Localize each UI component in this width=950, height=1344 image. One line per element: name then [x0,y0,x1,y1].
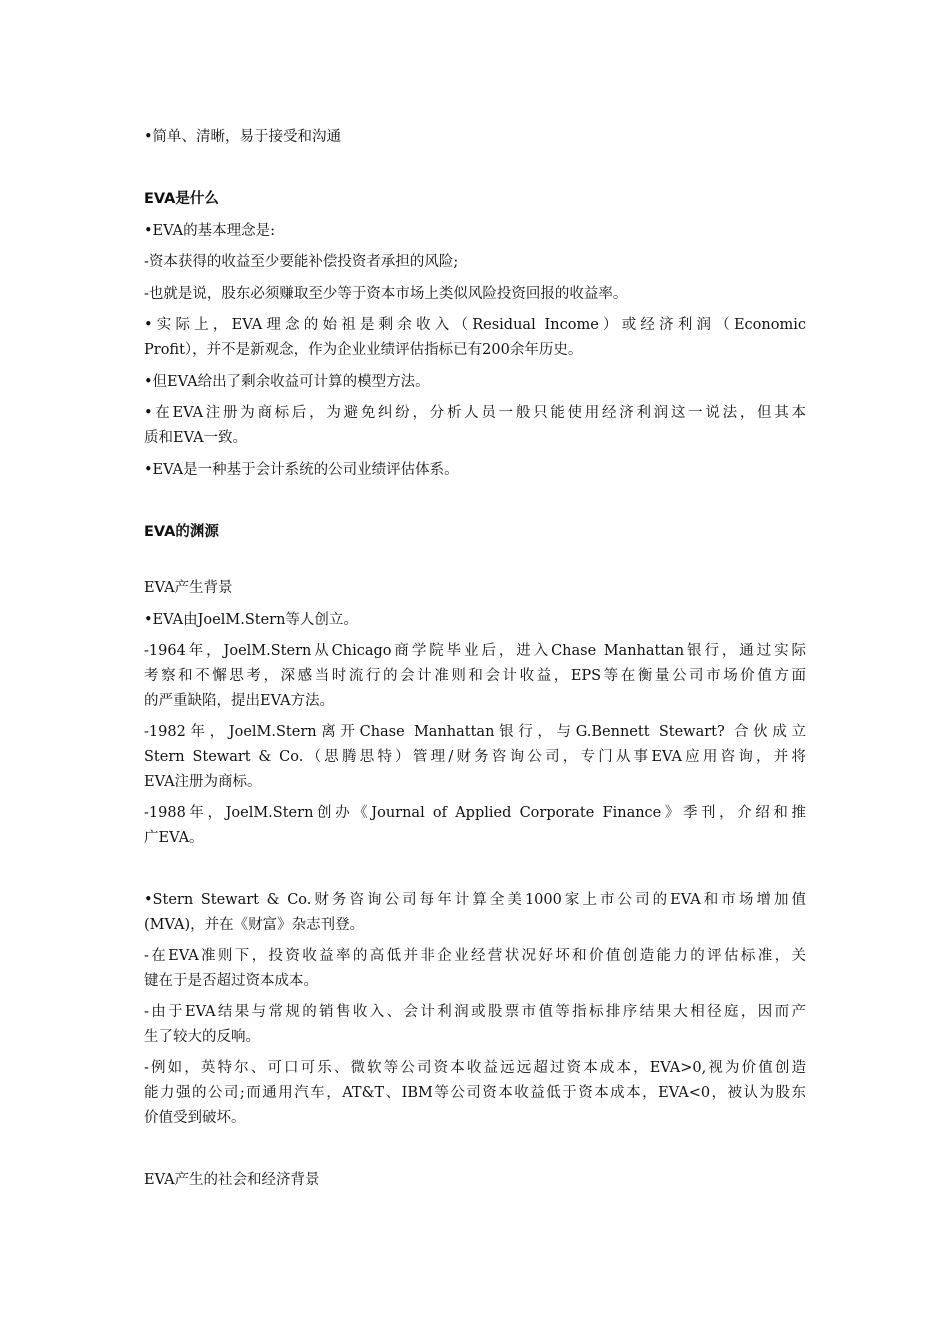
dash-1964-line3: 的严重缺陷，提出EVA方法。 [144,693,335,709]
dash-example-line2: 能力强的公司;而通用汽车，AT&T、IBM等公司资本收益低于资本成本，EVA<0，被认为股东 [144,1085,806,1101]
dash-example-line1: -例如，英特尔、可口可乐、微软等公司资本收益远远超过资本成本，EVA>0,视为价值创造 [144,1060,806,1076]
bullet-simple: •简单、清晰，易于接受和沟通 [144,129,342,145]
dash-return: -也就是说，股东必须赚取至少等于资本市场上类似风险投资回报的收益率。 [144,286,628,302]
subheading-social-economic: EVA产生的社会和经济背景 [144,1172,320,1188]
bullet-concept: •EVA的基本理念是: [144,223,275,239]
bullet-model: •但EVA给出了剩余收益可计算的模型方法。 [144,374,430,390]
bullet-origin-line1: •实际上，EVA理念的始祖是剩余收入（Residual Income）或经济利润（Economic [144,317,806,333]
bullet-system: •EVA是一种基于会计系统的公司业绩评估体系。 [144,462,459,478]
bullet-stern-line1: •Stern Stewart & Co.财务咨询公司每年计算全美1000家上市公司的EVA和市场增加值 [144,892,806,908]
dash-risk: -资本获得的收益至少要能补偿投资者承担的风险; [144,254,459,270]
dash-1964-line1: -1964年，JoelM.Stern从Chicago商学院毕业后，进入Chase Manhattan银行，通过实际 [144,643,806,659]
dash-result-line1: -由于EVA结果与常规的销售收入、会计利润或股票市值等指标排序结果大相径庭，因而产 [144,1004,806,1020]
heading-what-is-eva: EVA是什么 [144,191,219,207]
bullet-founder: •EVA由JoelM.Stern等人创立。 [144,612,358,628]
dash-example-line3: 价值受到破坏。 [144,1110,246,1126]
bullet-trademark-line2: 质和EVA一致。 [144,430,248,446]
dash-1988-line1: -1988年，JoelM.Stern创办《Journal of Applied Corporate Finance》季刊，介绍和推 [144,805,806,821]
dash-1982-line1: -1982年，JoelM.Stern离开Chase Manhattan银行，与G.Bennett Stewart? 合伙成立 [144,724,806,740]
dash-1988-line2: 广EVA。 [144,830,204,846]
bullet-stern-line2: (MVA)，并在《财富》杂志刊登。 [144,917,365,933]
dash-criteria-line2: 键在于是否超过资本成本。 [144,973,318,989]
heading-eva-origin: EVA的渊源 [144,524,219,540]
dash-1982-line2: Stern Stewart & Co.（思腾思特）管理/财务咨询公司，专门从事EVA应用咨询，并将 [144,749,806,765]
dash-1982-line3: EVA注册为商标。 [144,774,262,790]
subheading-background: EVA产生背景 [144,580,233,596]
bullet-trademark-line1: •在EVA注册为商标后，为避免纠纷，分析人员一般只能使用经济利润这一说法，但其本 [144,405,806,421]
bullet-origin-line2: Profit），并不是新观念，作为企业业绩评估指标已有200余年历史。 [144,342,583,358]
dash-1964-line2: 考察和不懈思考，深感当时流行的会计准则和会计收益，EPS等在衡量公司市场价值方面 [144,668,806,684]
dash-criteria-line1: -在EVA准则下，投资收益率的高低并非企业经营状况好坏和价值创造能力的评估标准，关 [144,948,806,964]
dash-result-line2: 生了较大的反响。 [144,1029,260,1045]
